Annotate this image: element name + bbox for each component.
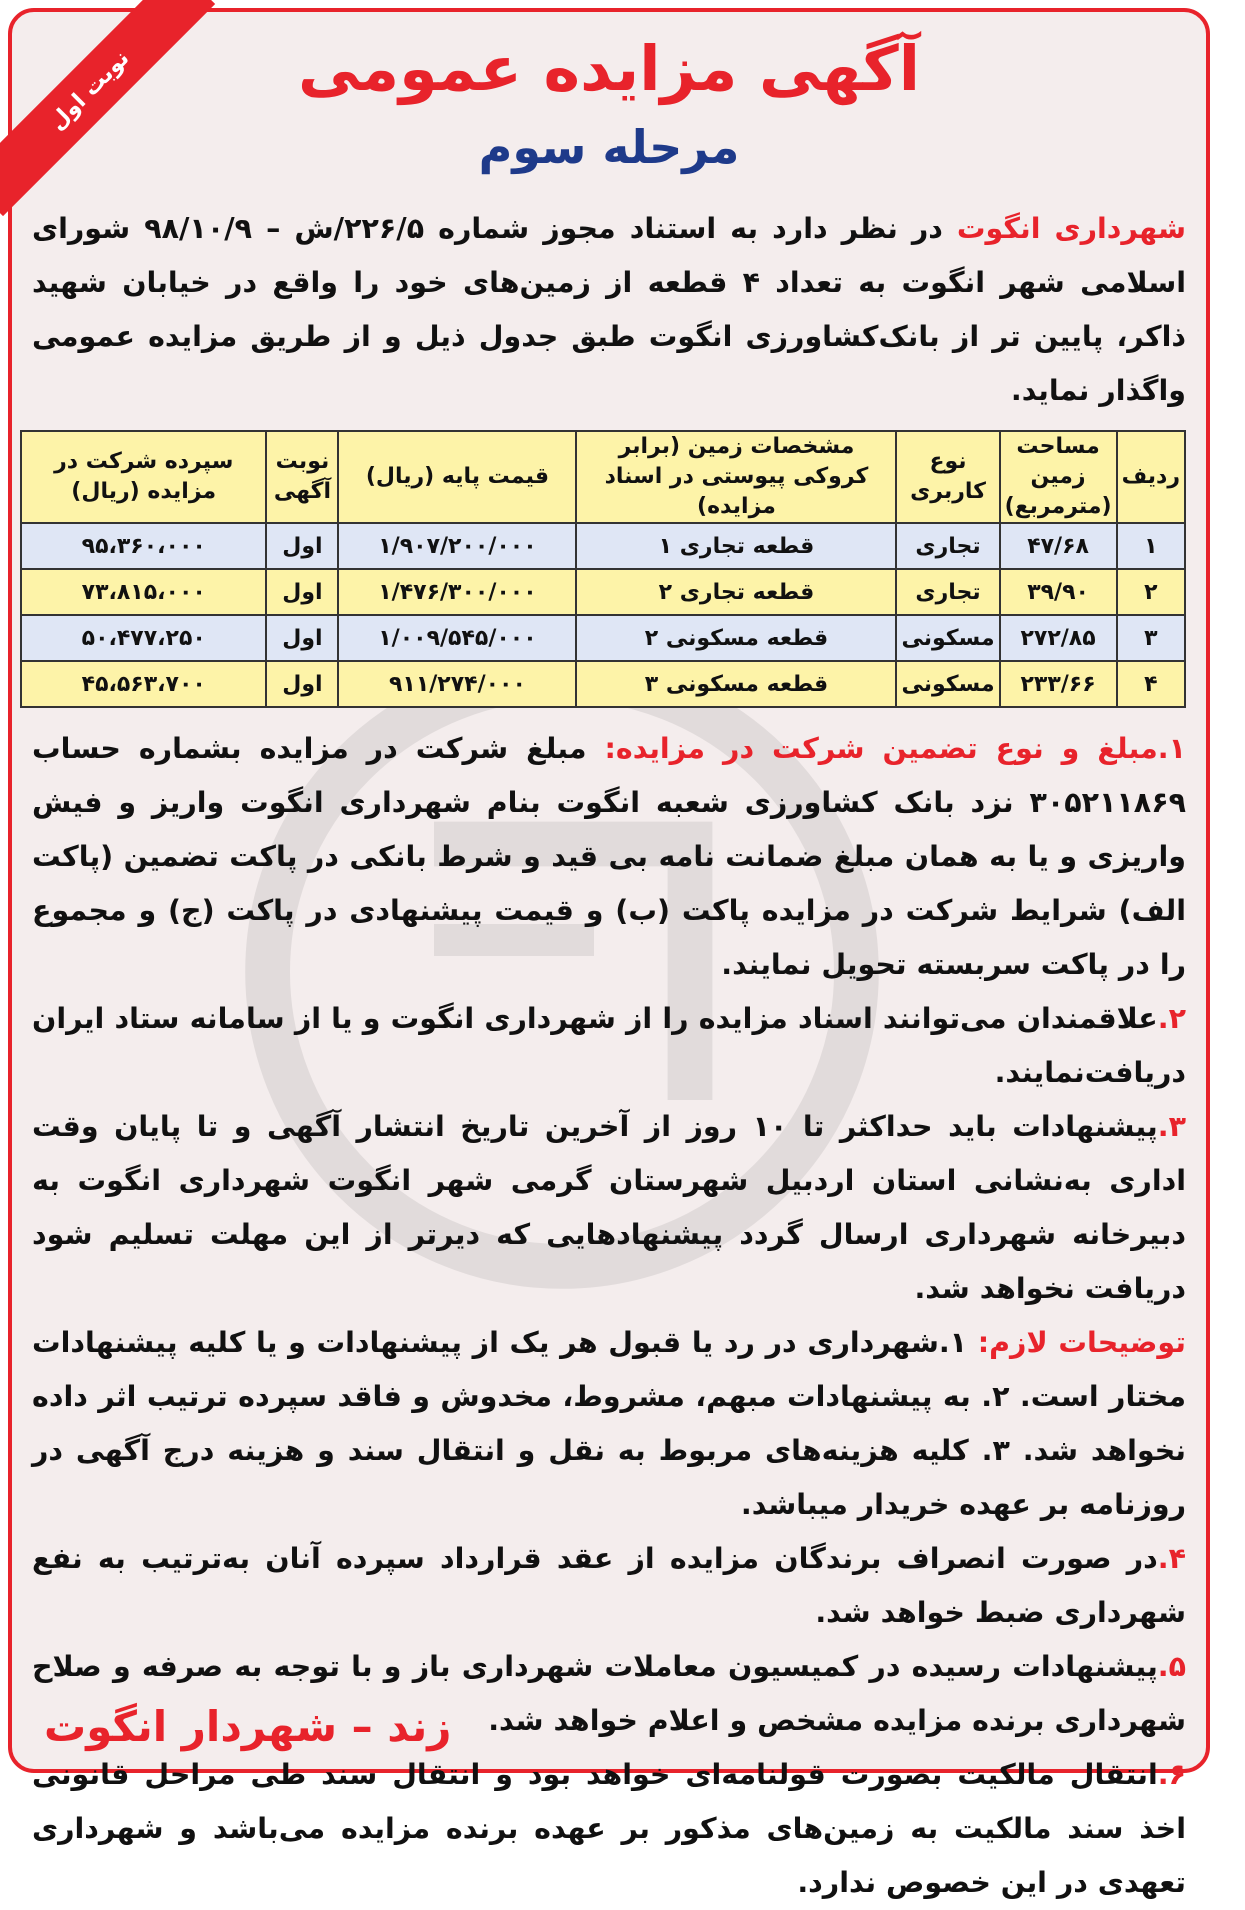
cell-row-number: ۳ (1117, 615, 1185, 661)
table-row (21, 569, 1185, 615)
cell-round: اول (266, 523, 338, 569)
signature: زند – شهردار انگوت (44, 1702, 452, 1751)
cell-usage: مسکونی (896, 661, 999, 707)
item-1-guarantee (32, 722, 1186, 992)
cell-deposit: ۴۵،۵۶۳،۷۰۰ (21, 661, 266, 707)
cell-usage: تجاری (896, 569, 999, 615)
item-2-number: ۲. (1157, 1002, 1186, 1035)
cell-area: ۴۷/۶۸ (1000, 523, 1117, 569)
cell-base-price: ۱/۴۷۶/۳۰۰/۰۰۰ (338, 569, 576, 615)
item-3-text: پیشنهادات باید حداکثر تا ۱۰ روز از آخرین تاریخ انتشار آگهی و تا پایان وقت اداری به‌نشانی استان اردبیل شهرستان گرمی شهر انگوت شهرداری انگوت به دبیرخانه شهرداری ارسال گردد پیشنهادهایی که دیرتر از این مهلت تسلیم شود دریافت نخواهد شد. (32, 1110, 1186, 1305)
notes-label: توضیحات لازم: (977, 1326, 1186, 1359)
item-2-text: علاقمندان می‌توانند اسناد مزایده را از شهرداری انگوت و یا از سامانه ستاد ایران دریافت‌نمایند. (32, 1002, 1186, 1089)
item-3-number: ۳. (1157, 1110, 1186, 1143)
cell-area: ۲۷۲/۸۵ (1000, 615, 1117, 661)
cell-base-price: ۱/۰۰۹/۵۴۵/۰۰۰ (338, 615, 576, 661)
header-area: مساحت زمین (مترمربع) (1000, 431, 1117, 523)
header-row-number: ردیف (1117, 431, 1185, 523)
cell-deposit: ۹۵،۳۶۰،۰۰۰ (21, 523, 266, 569)
cell-base-price: ۱/۹۰۷/۲۰۰/۰۰۰ (338, 523, 576, 569)
cell-spec: قطعه مسکونی ۲ (576, 615, 896, 661)
item-2-documents (32, 992, 1186, 1100)
cell-row-number: ۴ (1117, 661, 1185, 707)
table-header-row (21, 431, 1185, 523)
cell-spec: قطعه مسکونی ۳ (576, 661, 896, 707)
notice-title: آگهی مزایده عمومی (298, 32, 920, 105)
notice-subtitle: مرحله سوم (478, 120, 740, 174)
cell-deposit: ۵۰،۴۷۷،۲۵۰ (21, 615, 266, 661)
cell-deposit: ۷۳،۸۱۵،۰۰۰ (21, 569, 266, 615)
intro-paragraph (32, 202, 1186, 418)
item-6-number: ۶. (1157, 1758, 1186, 1791)
cell-area: ۳۹/۹۰ (1000, 569, 1117, 615)
cell-spec: قطعه تجاری ۱ (576, 523, 896, 569)
cell-round: اول (266, 661, 338, 707)
item-1-text: مبلغ شرکت در مزایده بشماره حساب ۳۰۵۲۱۱۸۶۹ نزد بانک کشاورزی شعبه انگوت بنام شهرداری انگوت واریز و فیش واریزی و یا به همان مبلغ ضمانت نامه بی قید و شرط بانکی در پاکت تضمین (پاکت الف) شرایط شرکت در مزایده پاکت (ب) و قیمت پیشنهادی در پاکت (ج) و مجموع را در پاکت سربسته تحویل نمایند. (32, 732, 1186, 981)
cell-row-number: ۱ (1117, 523, 1185, 569)
header-round: نوبت آگهی (266, 431, 338, 523)
notice-body (32, 202, 1186, 1910)
item-5-text: پیشنهادات رسیده در کمیسیون معاملات شهرداری باز و با توجه به صرفه و صلاح شهرداری برنده مزایده مشخص و اعلام خواهد شد. (32, 1650, 1186, 1737)
header-spec: مشخصات زمین (برابر کروکی پیوستی در اسناد مزایده) (576, 431, 896, 523)
auction-table (20, 430, 1186, 708)
cell-usage: تجاری (896, 523, 999, 569)
organization-name: شهرداری انگوت (956, 212, 1186, 245)
cell-base-price: ۹۱۱/۲۷۴/۰۰۰ (338, 661, 576, 707)
item-4-number: ۴. (1157, 1542, 1186, 1575)
item-5-number: ۵. (1157, 1650, 1186, 1683)
notice-frame (8, 8, 1210, 1899)
intro-text: در نظر دارد به استناد مجوز شماره ۲۲۶/۵/ش – ۹۸/۱۰/۹ شورای اسلامی شهر انگوت به تعداد ۴ قطعه از زمین‌های خود را واقع در خیابان شهید ذاکر، پایین تر از بانک‌کشاورزی انگوت طبق جدول ذیل و از طریق مزایده عمومی واگذار نماید. (32, 212, 1186, 407)
notes-text: ۱.شهرداری در رد یا قبول هر یک از پیشنهادات و یا کلیه پیشنهادات مختار است. ۲. به پیشنهادات مبهم، مشروط، مخدوش و فاقد سپرده ترتیب اثر داده نخواهد شد. ۳. کلیه هزینه‌های مربوط به نقل و انتقال سند و هزینه درج آگهی در روزنامه بر عهده خریدار میباشد. (32, 1326, 1186, 1521)
cell-round: اول (266, 569, 338, 615)
cell-area: ۲۳۳/۶۶ (1000, 661, 1117, 707)
cell-usage: مسکونی (896, 615, 999, 661)
cell-row-number: ۲ (1117, 569, 1185, 615)
table-row (21, 661, 1185, 707)
table-row (21, 523, 1185, 569)
item-4-forfeit (32, 1532, 1186, 1640)
cell-round: اول (266, 615, 338, 661)
header-deposit: سپرده شرکت در مزایده (ریال) (21, 431, 266, 523)
header-usage: نوع کاربری (896, 431, 999, 523)
item-6-text: انتقال مالکیت بصورت قولنامه‌ای خواهد بود و انتقال سند طی مراحل قانونی اخذ سند مالکیت به زمین‌های مذکور بر عهده برنده مزایده می‌باشد و شهرداری تعهدی در این خصوص ندارد. (32, 1758, 1186, 1899)
cell-spec: قطعه تجاری ۲ (576, 569, 896, 615)
table-row (21, 615, 1185, 661)
notes-paragraph (32, 1316, 1186, 1532)
item-3-deadline (32, 1100, 1186, 1316)
round-ribbon: نوبت اول (0, 0, 215, 216)
item-1-label: ۱.مبلغ و نوع تضمین شرکت در مزایده: (604, 732, 1186, 765)
item-6-transfer (32, 1748, 1186, 1910)
header-base-price: قیمت پایه (ریال) (338, 431, 576, 523)
item-4-text: در صورت انصراف برندگان مزایده از عقد قرارداد سپرده آنان به‌ترتیب به نفع شهرداری ضبط خواهد شد. (32, 1542, 1186, 1629)
